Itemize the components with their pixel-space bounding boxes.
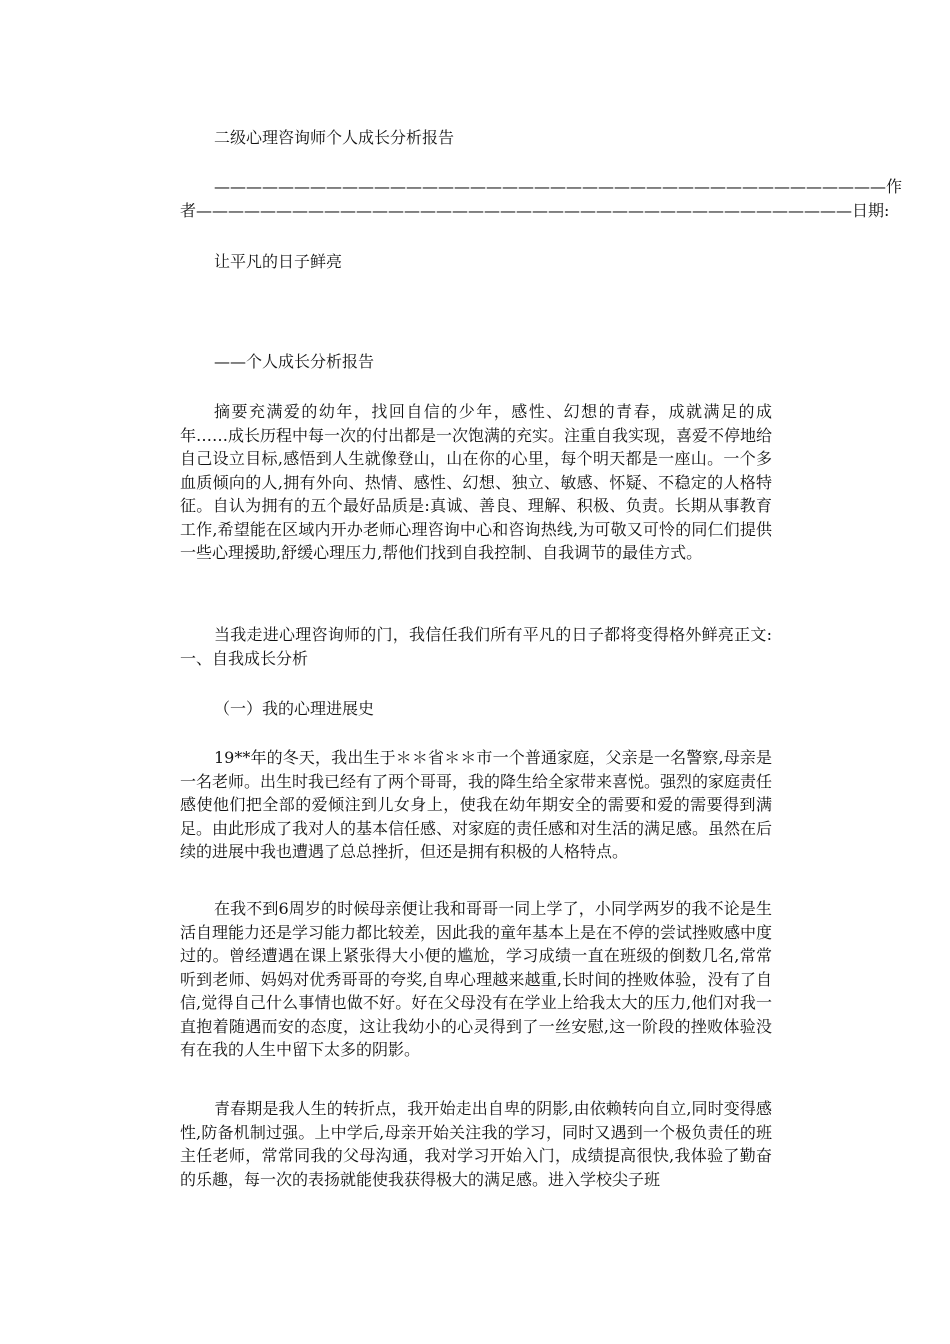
intro-paragraph: 当我走进心理咨询师的门，我信任我们所有平凡的日子都将变得格外鲜亮正文:一、自我成长分析	[180, 625, 772, 668]
subtitle: 让平凡的日子鲜亮	[214, 252, 343, 271]
document-title: 二级心理咨询师个人成长分析报告	[214, 128, 455, 147]
author-date-line-1: ——————————————————————————————————————————作	[214, 177, 902, 196]
body-paragraph-3: 青春期是我人生的转折点，我开始走出自卑的阴影,由依赖转向自立,同时变得感性,防备机制过强。上中学后,母亲开始关注我的学习，同时又遇到一个极负责任的班主任老师，常常同我的父母沟通，我对学习开始入门，成绩提高很快,我体验了勤奋的乐趣，每一次的表扬就能使我获得极大的满足感。进入学校尖子班	[180, 1099, 772, 1189]
abstract-paragraph: 摘要充满爱的幼年，找回自信的少年，感性、幻想的青春，成就满足的成年……成长历程中每一次的付出都是一次饱满的充实。注重自我实现，喜爱不停地给自己设立目标,感悟到人生就像登山，山在你的心里，每个明天都是一座山。一个多血质倾向的人,拥有外向、热情、感性、幻想、独立、敏感、怀疑、不稳定的人格特征。自认为拥有的五个最好品质是:真诚、善良、理解、积极、负责。长期从事教育工作,希望能在区域内开办老师心理咨询中心和咨询热线,为可敬又可怜的同仁们提供一些心理援助,舒缓心理压力,帮他们找到自我控制、自我调节的最佳方式。	[180, 402, 773, 562]
subtitle-dash: ——个人成长分析报告	[214, 352, 375, 371]
author-date-block	[180, 175, 902, 222]
body-paragraph-2: 在我不到6周岁的时候母亲便让我和哥哥一同上学了，小同学两岁的我不论是生活自理能力还是学习能力都比较差，因此我的童年基本上是在不停的尝试挫败感中度过的。曾经遭遇在课上紧张得大小便的尴尬，学习成绩一直在班级的倒数几名,常常听到老师、妈妈对优秀哥哥的夸奖,自卑心理越来越重,长时间的挫败体验，没有了自信,觉得自己什么事情也做不好。好在父母没有在学业上给我太大的压力,他们对我一直抱着随遇而安的态度，这让我幼小的心灵得到了一丝安慰,这一阶段的挫败体验没有在我的人生中留下太多的阴影。	[180, 899, 773, 1059]
body-paragraph-1: 19**年的冬天，我出生于＊＊省＊＊市一个普通家庭，父亲是一名警察,母亲是一名老师。出生时我已经有了两个哥哥，我的降生给全家带来喜悦。强烈的家庭责任感使他们把全部的爱倾注到儿女身上，使我在幼年期安全的需要和爱的需要得到满足。由此形成了我对人的基本信任感、对家庭的责任感和对生活的满足感。虽然在后续的进展中我也遭遇了总总挫折，但还是拥有积极的人格特点。	[180, 748, 773, 861]
section-heading: （一）我的心理进展史	[214, 699, 375, 718]
author-date-line-2: 者—————————————————————————————————————————日期:	[180, 200, 890, 220]
